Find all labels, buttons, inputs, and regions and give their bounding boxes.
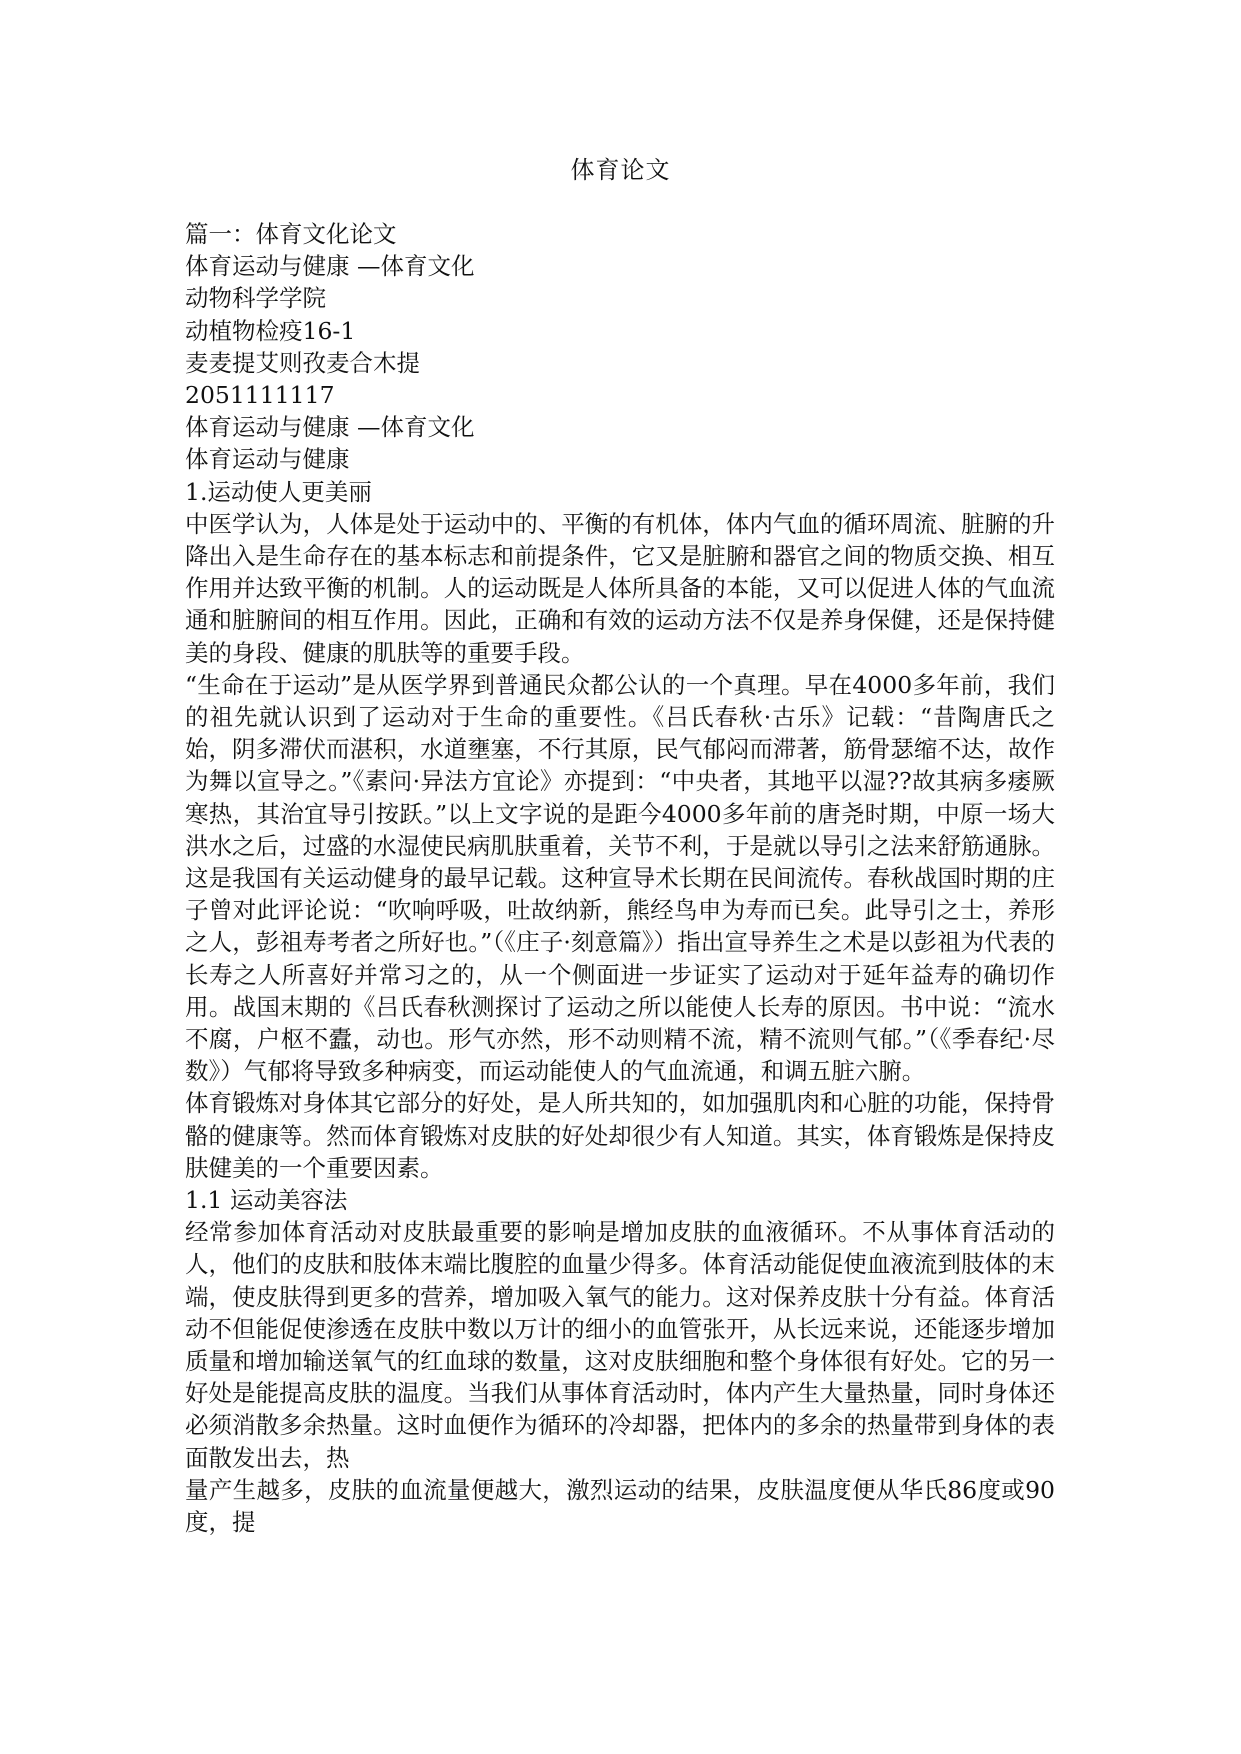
paragraph-4: 经常参加体育活动对皮肤最重要的影响是增加皮肤的血液循环。不从事体育活动的人，他们的皮肤和肢体末端比腹腔的血量少得多。体育活动能促使血液流到肢体的末端，使皮肤得到更多的营养，增加吸入氧气的能力。这对保养皮肤十分有益。体育活动不但能促使渗透在皮肤中数以万计的细小的血管张开，从长远来说，还能逐步增加质量和增加输送氧气的红血球的数量，这对皮肤细胞和整个身体很有好处。它的另一好处是能提高皮肤的温度。当我们从事体育活动时，体内产生大量热量，同时身体还必须消散多余热量。这时血便作为循环的冷却器，把体内的多余的热量带到身体的表面散发出去，热	[185, 1218, 1055, 1472]
header-line-1: 篇一：体育文化论文	[185, 220, 397, 248]
paragraph-5: 量产生越多，皮肤的血流量便越大，激烈运动的结果，皮肤温度便从华氏86度或90度，提	[185, 1475, 1055, 1536]
section-heading-1-1: 1.1 运动美容法	[185, 1185, 348, 1214]
header-line-5: 麦麦提艾则孜麦合木提	[185, 348, 420, 377]
header-line-8: 体育运动与健康	[185, 445, 350, 474]
document-title: 体育论文	[570, 156, 671, 184]
header-line-6: 2051111117	[185, 380, 335, 409]
header-line-2: 体育运动与健康 —体育文化	[185, 252, 475, 281]
paragraph-2: “生命在于运动”是从医学界到普通民众都公认的一个真理。早在4000多年前，我们的祖先就认识到了运动对于生命的重要性。《吕氏春秋·古乐》记载：“昔陶唐氏之始，阴多滞伏而湛积，水道壅塞，不行其原，民气郁闷而滞著，筋骨瑟缩不达，故作为舞以宣导之。”《素问·异法方宜论》亦提到：“中央者，其地平以湿??故其病多痿厥寒热，其治宜导引按跃。”以上文字说的是距今4000多年前的唐尧时期，中原一场大洪水之后，过盛的水湿使民病肌肤重着，关节不利，于是就以导引之法来舒筋通脉。这是我国有关运动健身的最早记载。这种宣导术长期在民间流传。春秋战国时期的庄子曾对此评论说：“吹响呼吸，吐故纳新，熊经鸟申为寿而已矣。此导引之士，养形之人，彭祖寿考者之所好也。”（《庄子·刻意篇》）指出宣导养生之术是以彭祖为代表的长寿之人所喜好并常习之的，从一个侧面进一步证实了运动对于延年益寿的确切作用。战国末期的《吕氏春秋测探讨了运动之所以能使人长寿的原因。书中说：“流水不腐，户枢不蠹，动也。形气亦然，形不动则精不流，精不流则气郁。”（《季春纪·尽数》）气郁将导致多种病变，而运动能使人的气血流通，和调五脏六腑。	[185, 670, 1055, 1086]
paragraph-3: 体育锻炼对身体其它部分的好处，是人所共知的，如加强肌肉和心脏的功能，保持骨骼的健康等。然而体育锻炼对皮肤的好处却很少有人知道。其实，体育锻炼是保持皮肤健美的一个重要因素。	[185, 1089, 1055, 1182]
section-heading-1: 1.运动使人更美丽	[185, 477, 372, 506]
paragraph-1: 中医学认为，人体是处于运动中的、平衡的有机体，体内气血的循环周流、脏腑的升降出入是生命存在的基本标志和前提条件，它又是脏腑和器官之间的物质交换、相互作用并达致平衡的机制。人的运动既是人体所具备的本能，又可以促进人体的气血流通和脏腑间的相互作用。因此，正确和有效的运动方法不仅是养身保健，还是保持健美的身段、健康的肌肤等的重要手段。	[185, 509, 1055, 667]
header-line-4: 动植物检疫16-1	[185, 316, 356, 345]
document-body	[185, 218, 1055, 1538]
header-line-7: 体育运动与健康 —体育文化	[185, 413, 475, 442]
header-line-3: 动物科学学院	[185, 284, 326, 313]
